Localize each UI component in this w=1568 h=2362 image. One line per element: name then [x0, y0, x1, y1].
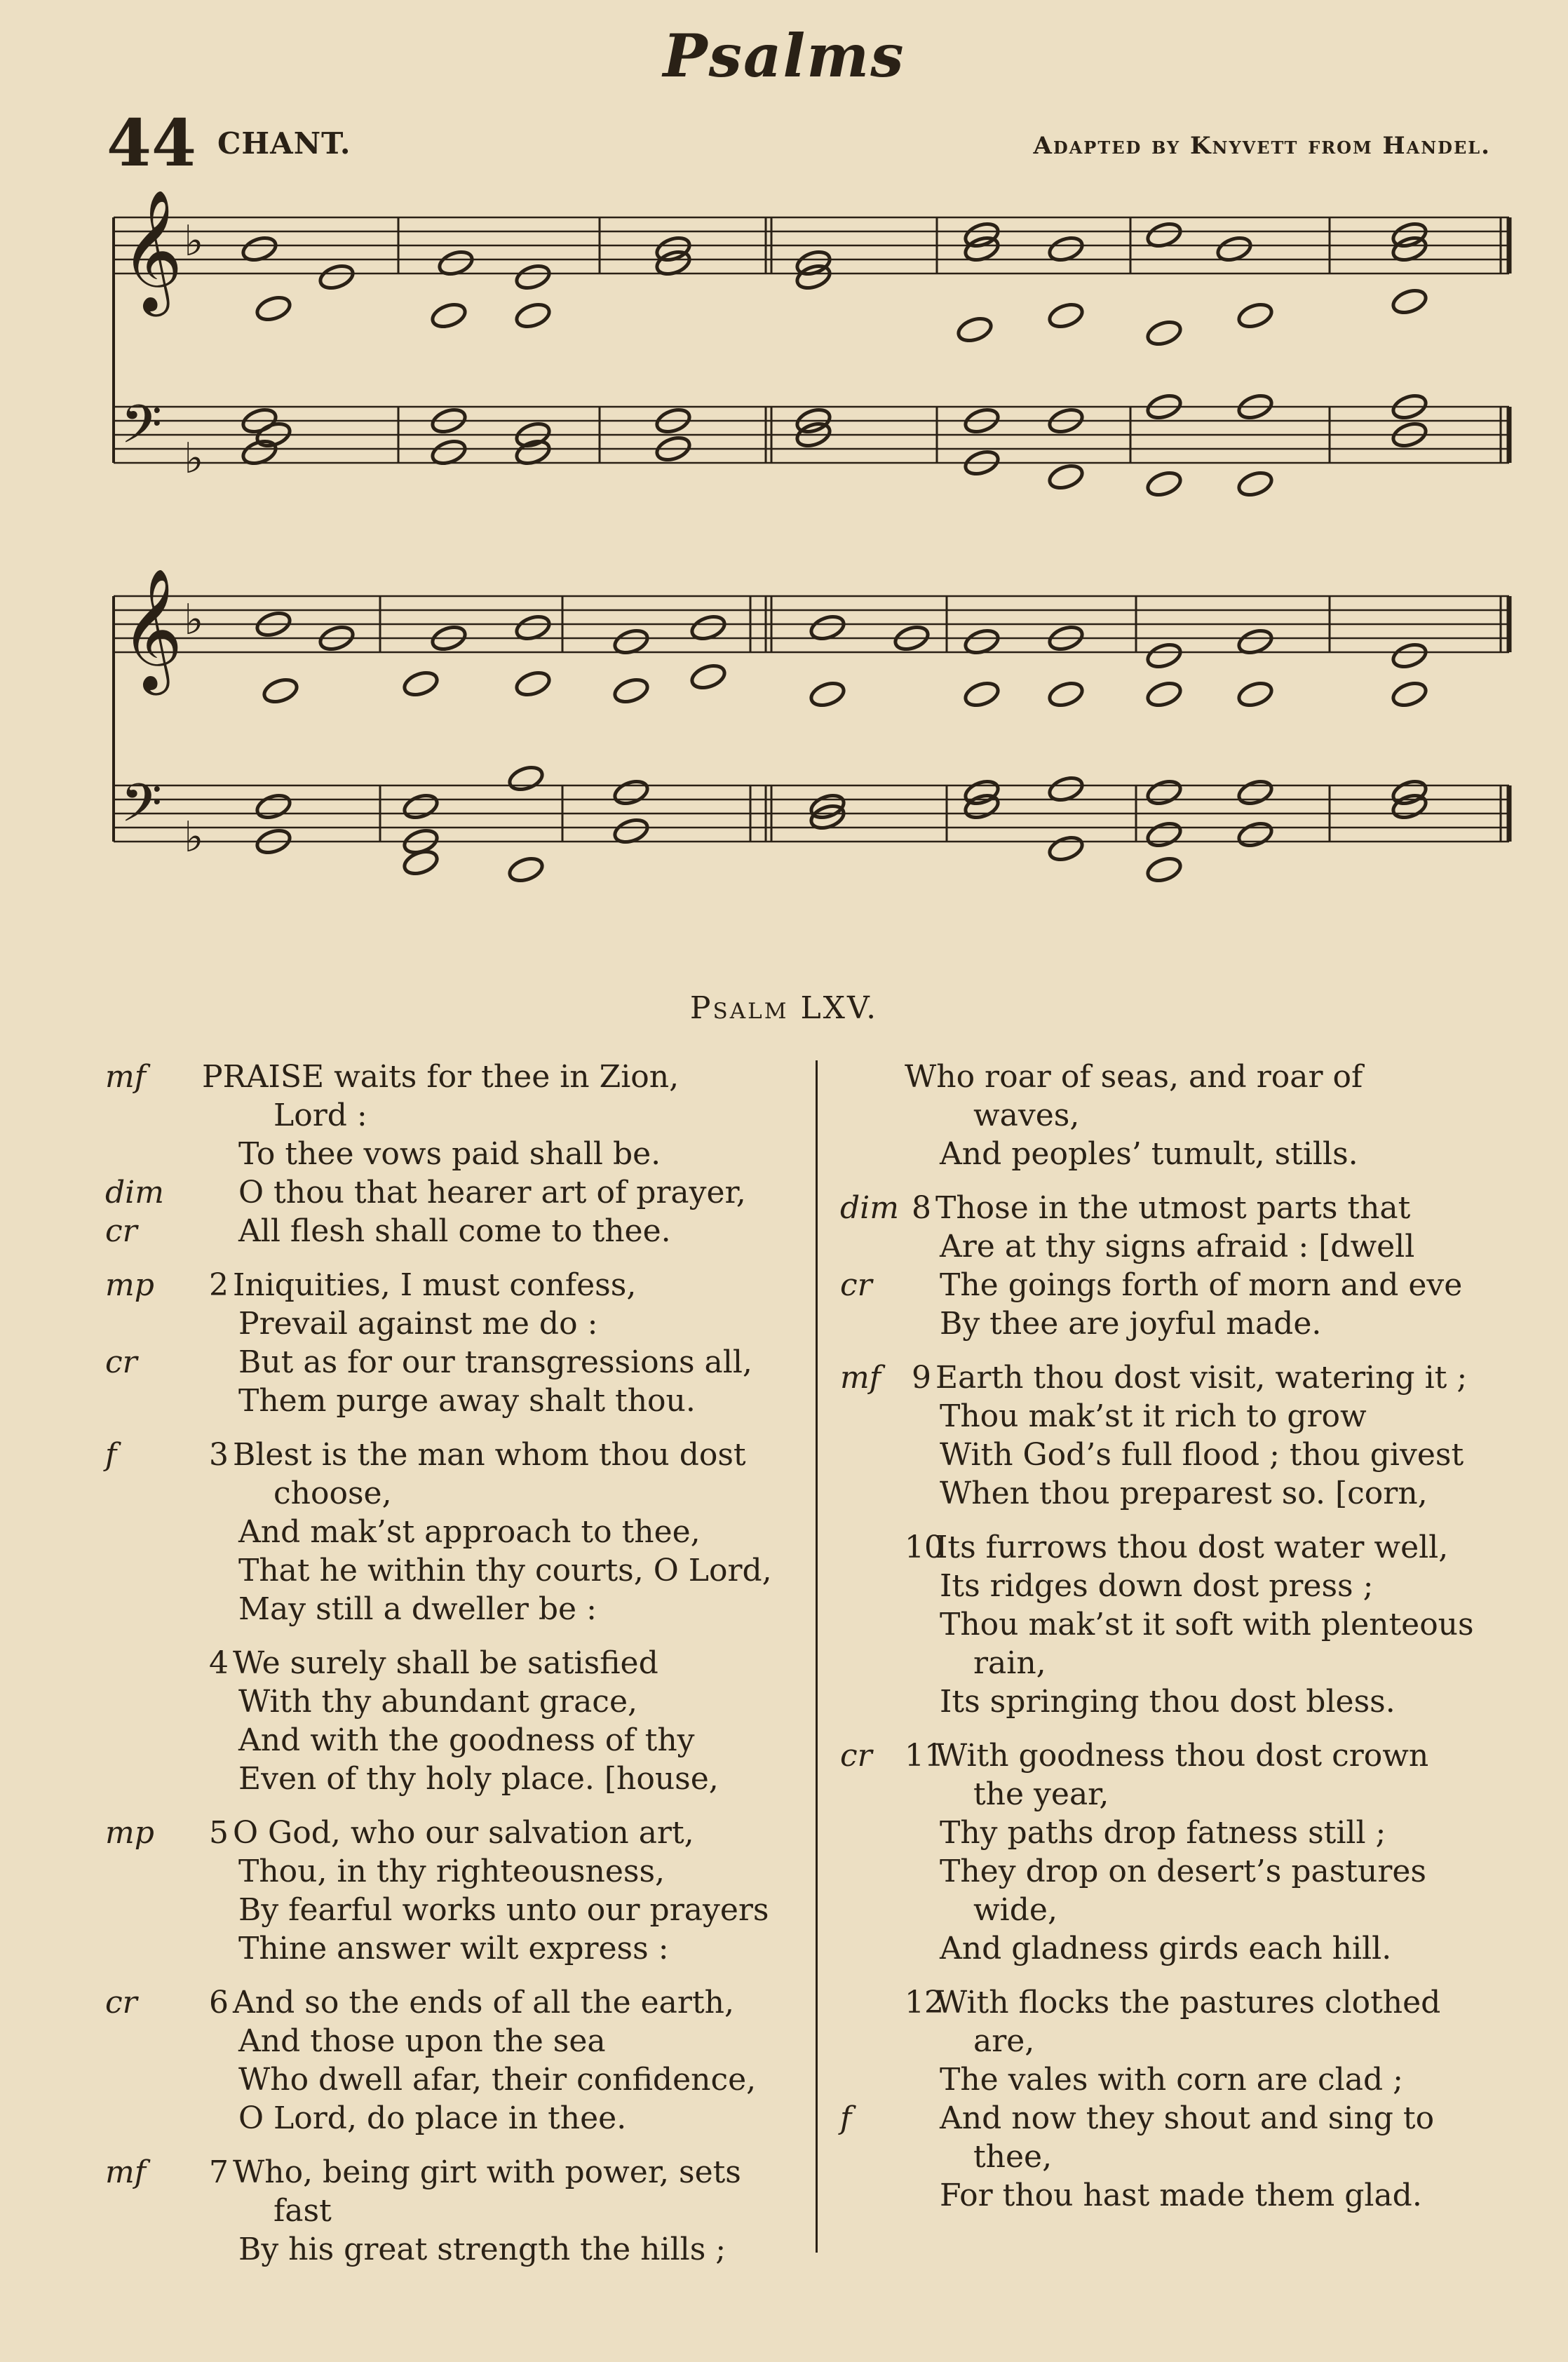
verse-line [840, 2176, 1520, 2215]
dynamic-marking: mf [105, 2154, 147, 2190]
verse-text: All flesh shall come to thee. [238, 1213, 671, 1249]
note-head [1047, 301, 1086, 331]
flat-key-signature: ♭ [184, 217, 204, 266]
verse-text: Thou, in thy righteousness, [238, 1854, 665, 1889]
verse-number: 11 [905, 1738, 944, 1774]
verse-text: By thee are joyful made. [940, 1306, 1322, 1342]
dynamic-marking: cr [105, 1213, 137, 1249]
note-head [514, 262, 553, 292]
note-head [1145, 680, 1184, 710]
note-head [514, 669, 553, 699]
verse-line [105, 1590, 792, 1628]
page-title: Psalms [663, 21, 905, 90]
verse-number: 4 [209, 1645, 229, 1681]
verse-text: waves, [973, 1098, 1080, 1133]
verse-text: The vales with corn are clad ; [940, 2062, 1403, 2098]
verse-line [105, 2192, 792, 2230]
verse-text: Lord : [273, 1098, 367, 1133]
note-head [318, 262, 356, 292]
verse-text: With flocks the pastures clothed [935, 1985, 1441, 2020]
verse-line [105, 1891, 792, 1929]
note-head [795, 262, 833, 292]
note-head [402, 669, 440, 699]
verse-line [840, 1775, 1520, 1814]
stanza [105, 1644, 792, 1798]
dynamic-marking: mp [105, 1267, 154, 1303]
verse-line [105, 2230, 792, 2269]
verse-line [105, 1929, 792, 1968]
stanza [840, 1528, 1520, 1721]
verse-text: thee, [973, 2139, 1053, 2175]
verse-number: 10 [905, 1530, 944, 1565]
verse-text: To thee vows paid shall be. [238, 1136, 661, 1172]
verse-line [105, 1096, 792, 1135]
note-head [262, 676, 300, 706]
note-head [809, 680, 847, 710]
note-head [1047, 462, 1086, 492]
verse-text: And mak’st approach to thee, [238, 1514, 701, 1550]
verse-text: Its furrows thou dost water well, [935, 1530, 1449, 1565]
verse-text: Who roar of seas, and roar of [905, 1059, 1363, 1095]
verse-line [105, 1814, 792, 1852]
verse-line [840, 1358, 1520, 1397]
verse-line [105, 2153, 792, 2192]
verse-line [105, 1436, 792, 1474]
stanza [840, 1189, 1520, 1343]
verse-line [840, 1567, 1520, 1605]
verse-text: By his great strength the hills ; [238, 2232, 726, 2267]
verse-text: O thou that hearer art of prayer, [238, 1175, 746, 1210]
verse-number: 8 [912, 1190, 931, 1226]
dynamic-marking: cr [105, 1344, 137, 1380]
note-head [1236, 301, 1275, 331]
verse-line [840, 2138, 1520, 2176]
verse-line [840, 1266, 1520, 1304]
note-head [1391, 287, 1429, 317]
verse-text: Those in the utmost parts that [935, 1190, 1411, 1226]
verse-text: With thy abundant grace, [238, 1684, 637, 1720]
hymn-attribution: Adapted by Knyvett from Handel. [1033, 132, 1491, 160]
verse-number: 7 [209, 2154, 229, 2190]
note-head [1391, 680, 1429, 710]
dynamic-marking: f [105, 1437, 117, 1473]
verse-line [105, 1760, 792, 1798]
note-head [255, 792, 293, 822]
verse-text: The goings forth of morn and eve [940, 1267, 1463, 1303]
verse-line [105, 1135, 792, 1173]
dynamic-marking: dim [105, 1175, 164, 1210]
verse-text: Its ridges down dost press ; [940, 1568, 1374, 1604]
verse-line [105, 1682, 792, 1721]
note-head [1236, 469, 1275, 499]
verse-line [105, 1343, 792, 1382]
dynamic-marking: cr [105, 1985, 137, 2020]
note-head [612, 676, 651, 706]
note-head [1236, 778, 1275, 808]
verse-text: Thou mak’st it soft with plenteous [940, 1607, 1474, 1642]
note-head [1145, 778, 1184, 808]
note-head [1391, 792, 1429, 822]
verse-number: 2 [209, 1267, 229, 1303]
stanza [105, 1058, 792, 1250]
dynamic-marking: dim [840, 1190, 899, 1226]
verse-text: And now they shout and sing to [940, 2100, 1435, 2136]
verse-line [840, 1983, 1520, 2022]
verse-line [840, 1528, 1520, 1567]
verse-line [840, 1852, 1520, 1891]
verse-text: We surely shall be satisfied [233, 1645, 658, 1681]
verse-line [840, 1644, 1520, 1682]
dynamic-marking: mp [105, 1815, 154, 1851]
verse-line [840, 1096, 1520, 1135]
verse-text: For thou hast made them glad. [940, 2178, 1422, 2213]
verse-line [105, 2022, 792, 2060]
note-head [1145, 641, 1184, 671]
verse-text: Thy paths drop fatness still ; [940, 1815, 1386, 1851]
dynamic-marking: cr [840, 1738, 872, 1774]
verse-line [105, 1212, 792, 1250]
verse-text: With God’s full flood ; thou givest [940, 1437, 1464, 1473]
verse-line [840, 1605, 1520, 1644]
stanza [105, 1814, 792, 1968]
verse-text: are, [973, 2023, 1035, 2059]
verse-text: the year, [973, 1776, 1109, 1812]
verse-text: Thine answer wilt express : [238, 1931, 669, 1966]
verse-text: Prevail against me do : [238, 1306, 598, 1342]
verse-line [105, 1058, 792, 1096]
note-head [1236, 680, 1275, 710]
verse-text: May still a dweller be : [238, 1591, 597, 1627]
note-head [1047, 834, 1086, 864]
verse-line [105, 1513, 792, 1551]
verse-line [105, 1852, 792, 1891]
note-head [1047, 680, 1086, 710]
verse-text: Thou mak’st it rich to grow [940, 1398, 1367, 1434]
verse-line [840, 1891, 1520, 1929]
verse-line [840, 1397, 1520, 1436]
left-text-column [105, 1058, 792, 2284]
flat-key-signature: ♭ [184, 434, 204, 483]
dynamic-marking: mf [840, 1360, 881, 1396]
verse-text: choose, [273, 1476, 392, 1511]
verse-line [840, 1474, 1520, 1513]
verse-line [840, 2022, 1520, 2060]
note-head [963, 680, 1001, 710]
bass-clef: 𝄢 [121, 393, 163, 468]
note-head [1145, 469, 1184, 499]
verse-text: And with the goodness of thy [238, 1722, 695, 1758]
verse-number: 3 [209, 1437, 229, 1473]
verse-text: PRAISE waits for thee in Zion, [202, 1059, 680, 1095]
verse-line [840, 2060, 1520, 2099]
verse-text: With goodness thou dost crown [935, 1738, 1429, 1774]
verse-text: But as for our transgressions all, [238, 1344, 752, 1380]
verse-line [840, 1682, 1520, 1721]
dynamic-marking: mf [105, 1059, 147, 1095]
verse-line [840, 1058, 1520, 1096]
verse-number: 12 [905, 1985, 944, 2020]
note-head [1145, 318, 1184, 349]
verse-text: When thou preparest so. [corn, [940, 1476, 1428, 1511]
flat-key-signature: ♭ [184, 813, 204, 862]
column-divider [816, 1060, 818, 2253]
verse-text: rain, [973, 1645, 1046, 1681]
verse-text: Who, being girt with power, sets [233, 2154, 741, 2190]
note-head [402, 792, 440, 822]
stanza [840, 1358, 1520, 1513]
stanza [105, 1436, 792, 1628]
stanza [840, 1736, 1520, 1968]
note-head [430, 301, 468, 331]
verse-line [840, 2099, 1520, 2138]
verse-text: fast [273, 2193, 332, 2229]
verse-number: 6 [209, 1985, 229, 2020]
verse-line [105, 1382, 792, 1420]
note-head [507, 764, 546, 794]
verse-line [840, 1227, 1520, 1266]
verse-line [105, 1644, 792, 1682]
verse-text: O God, who our salvation art, [233, 1815, 694, 1851]
verse-line [105, 1266, 792, 1304]
verse-line [840, 1135, 1520, 1173]
verse-text: Blest is the man whom thou dost [233, 1437, 746, 1473]
stanza [840, 1983, 1520, 2215]
flat-key-signature: ♭ [184, 595, 204, 645]
verse-line [105, 1474, 792, 1513]
verse-text: And those upon the sea [238, 2023, 606, 2059]
treble-clef: 𝄞 [121, 189, 183, 311]
stanza [105, 1266, 792, 1420]
note-head [689, 662, 728, 692]
note-head [514, 301, 553, 331]
verse-line [840, 1189, 1520, 1227]
verse-text: wide, [973, 1892, 1057, 1928]
verse-line [105, 2060, 792, 2099]
note-head [1391, 641, 1429, 671]
verse-number: 9 [912, 1360, 931, 1396]
note-head [255, 294, 293, 324]
verse-text: And peoples’ tumult, stills. [940, 1136, 1358, 1172]
dynamic-marking: f [840, 2100, 852, 2136]
verse-line [105, 2099, 792, 2138]
stanza [105, 1983, 792, 2138]
right-text-column [840, 1058, 1520, 2230]
dynamic-marking: cr [840, 1267, 872, 1303]
verse-line [105, 1983, 792, 2022]
verse-text: O Lord, do place in thee. [238, 2100, 627, 2136]
verse-text: Iniquities, I must confess, [233, 1267, 637, 1303]
verse-text: They drop on desert’s pastures [940, 1854, 1426, 1889]
verse-text: And gladness girds each hill. [940, 1931, 1392, 1966]
note-head [963, 778, 1001, 808]
verse-text: Its springing thou dost bless. [940, 1684, 1395, 1720]
verse-line [105, 1304, 792, 1343]
verse-text: By fearful works unto our prayers [238, 1892, 769, 1928]
treble-clef: 𝄞 [121, 568, 183, 690]
stanza [840, 1058, 1520, 1173]
verse-line [840, 1814, 1520, 1852]
verse-line [105, 1721, 792, 1760]
note-head [956, 315, 994, 345]
note-head [507, 855, 546, 885]
verse-line [840, 1304, 1520, 1343]
hymn-tune-name: CHANT. [217, 126, 351, 161]
verse-text: Who dwell afar, their confidence, [238, 2062, 757, 2098]
verse-number: 5 [209, 1815, 229, 1851]
stanza [105, 2153, 792, 2269]
note-head [1145, 820, 1184, 850]
verse-line [840, 1436, 1520, 1474]
verse-text: Them purge away shalt thou. [238, 1383, 696, 1419]
note-head [612, 778, 651, 808]
bass-clef: 𝄢 [121, 772, 163, 847]
score-staves [114, 189, 1509, 884]
verse-text: Even of thy holy place. [house, [238, 1761, 719, 1797]
psalm-title: Psalm LXV. [689, 990, 879, 1026]
verse-text: Earth thou dost visit, watering it ; [935, 1360, 1468, 1396]
note-head [1236, 820, 1275, 850]
verse-line [105, 1551, 792, 1590]
verse-line [840, 1736, 1520, 1775]
note-head [1145, 855, 1184, 885]
music-score [0, 0, 1568, 926]
verse-line [105, 1173, 792, 1212]
hymn-number: 44 [107, 105, 197, 181]
verse-text: That he within thy courts, O Lord, [238, 1553, 772, 1588]
verse-line [840, 1929, 1520, 1968]
verse-text: Are at thy signs afraid : [dwell [940, 1229, 1415, 1264]
verse-text: And so the ends of all the earth, [233, 1985, 734, 2020]
